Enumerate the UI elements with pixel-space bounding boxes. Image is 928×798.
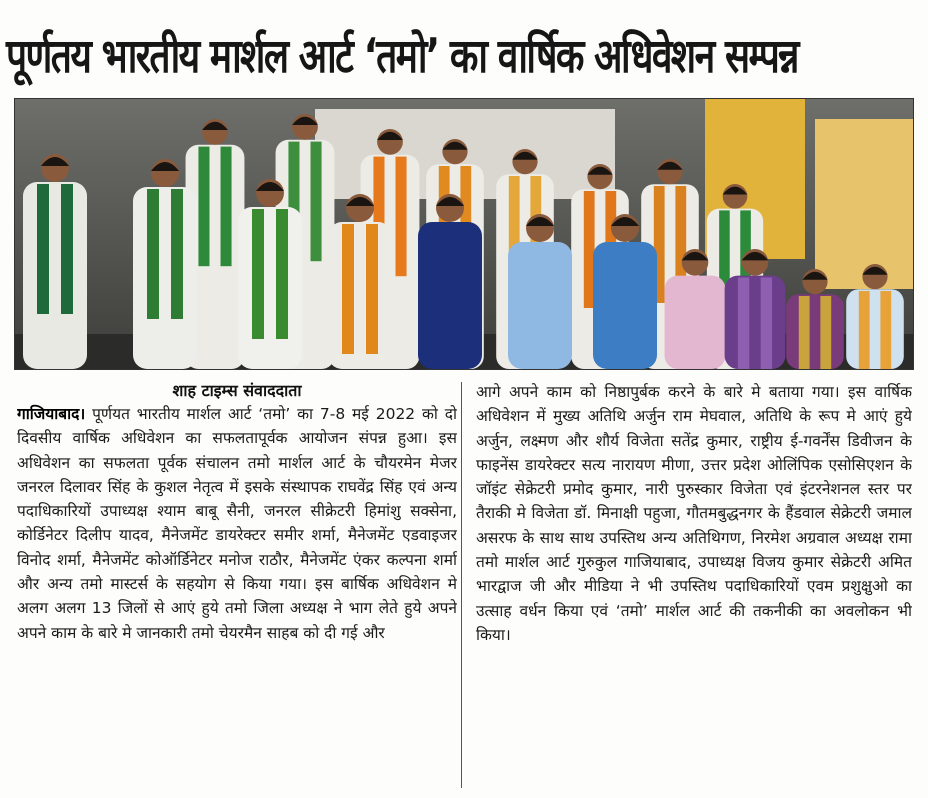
article-column-left [17,380,457,792]
attendee-scarf [396,157,407,277]
banner-right-2 [815,119,913,289]
article-column-right [476,380,912,792]
attendee-scarf [859,291,870,369]
attendee-scarf [37,184,49,314]
attendee-body [328,222,392,369]
dateline: गाजियाबाद। [17,405,86,423]
attendee-body [418,222,482,369]
attendee-body [725,276,786,369]
attendee-body [786,294,844,369]
article-body-left [17,402,457,645]
attendee-scarf [311,142,322,262]
attendee-scarf [799,296,810,369]
group-photo [14,98,914,370]
attendee-body [508,242,572,369]
byline: शाह टाइम्स संवाददाता [172,381,302,400]
attendee-scarf [198,147,209,267]
headline: पूर्णतय भारतीय मार्शल आर्ट ‘तमो’ का वार्षिक अधिवेशन सम्पन्न [6,29,798,84]
column-divider [461,382,462,788]
attendee-scarf [221,147,232,267]
attendee-scarf [61,184,73,314]
attendee-figure [23,154,87,369]
attendee-scarf [820,296,831,369]
attendee-scarf [276,209,288,339]
attendee-scarf [584,191,595,308]
attendee-scarf [880,291,891,369]
attendee-body [665,276,726,369]
attendee-body [133,187,197,369]
body-left-text: पूर्णयत भारतीय मार्शल आर्ट ‘तमो’ का 7-8 मई 2022 को दो दिवसीय वार्षिक अधिवेशन का सफलतापूर्वक आयोजन संपन्न हुआ। इस अधिवेशन का सफलता पूर्वक संचालन तमो मार्शल आर्ट के चौयरमेन मेजर जनरल दिलावर सिंह के कुशल नेतृत्व में इसके संस्थापक राघवेंद्र सिंह एवं अन्य पदाधिकारियों उपाध्यक्ष श्याम बाबू सैनी, जनरल सीक्रेटरी हिमांशु सक्सेना, कोर्डिनेटर दिलीप यादव, मैनेजमेंट डायरेक्टर समीर शर्मा, मैनेजमेंट एडवाइजर विनोद शर्मा, मैनेजमेंट कोऑर्डिनेटर मनोज राठौर, मैनेजमेंट एंकर कल्पना शर्मा और अन्य तमो मास्टर्स के सहयोग से किया गया। इस बार्षिक अधिवेशन मे अलग अलग 13 जिलों से आएं हुये तमो जिला अध्यक्ष ने भाग लेते हुये अपने अपने काम के बारे मे जानकारी तमो चेयरमैन साहब को दी गई और [17,405,457,642]
attendee-scarf [147,189,159,319]
attendee-scarf [761,278,772,370]
attendee-scarf [738,278,749,370]
attendee-scarf [342,224,354,354]
attendee-scarf [171,189,183,319]
attendee-body [23,182,87,369]
attendee-body [593,242,657,369]
article-body-right: आगे अपने काम को निष्ठापुर्बक करने के बारे मे बताया गया। इस वार्षिक अधिवेशन में मुख्य अतिथि अर्जुन राम मेघवाल, अतिथि के रूप मे आएं हुये अर्जुन, लक्ष्मण और शौर्य विजेता सतेंद्र कुमार, राष्ट्रीय ई-गवर्नेंस डिवीजन के फाइनेंस डायरेक्टर सत्य नारायण मीणा, उत्तर प्रदेश ओलिंपिक एसोसिएशन के जॉइंट सेक्रेटरी प्रमोद कुमार, नारी पुरुस्कार विजेता एवं इंटरनेशनल स्तर पर तैराकी मे विजेता डॉ. मिनाक्षी पहुजा, गौतमबुद्धनगर के हैंडवाल सेक्रेटरी जमाल असरफ के साथ साथ उपस्तिथ अन्य अतिथिगण, निरमेश अग्रवाल अध्यक्ष रामा तमो मार्शल आर्ट गुरुकुल गाजियाबाद, उपाध्यक्ष विजय कुमार सेक्रेटरी अमित भारद्वाज जी और मीडिया ने भी उपस्तिथ पदाधिकारियों एवम प्रशुक्षुओ का उत्साह वर्धन किया एवं ‘तमो’ मार्शल आर्ट की तकनीकी का अवलोकन भी किया। [476,383,912,644]
attendee-body [238,207,302,369]
attendee-figure [133,159,197,369]
attendee-scarf [252,209,264,339]
attendee-scarf [366,224,378,354]
attendee-body [846,289,904,369]
